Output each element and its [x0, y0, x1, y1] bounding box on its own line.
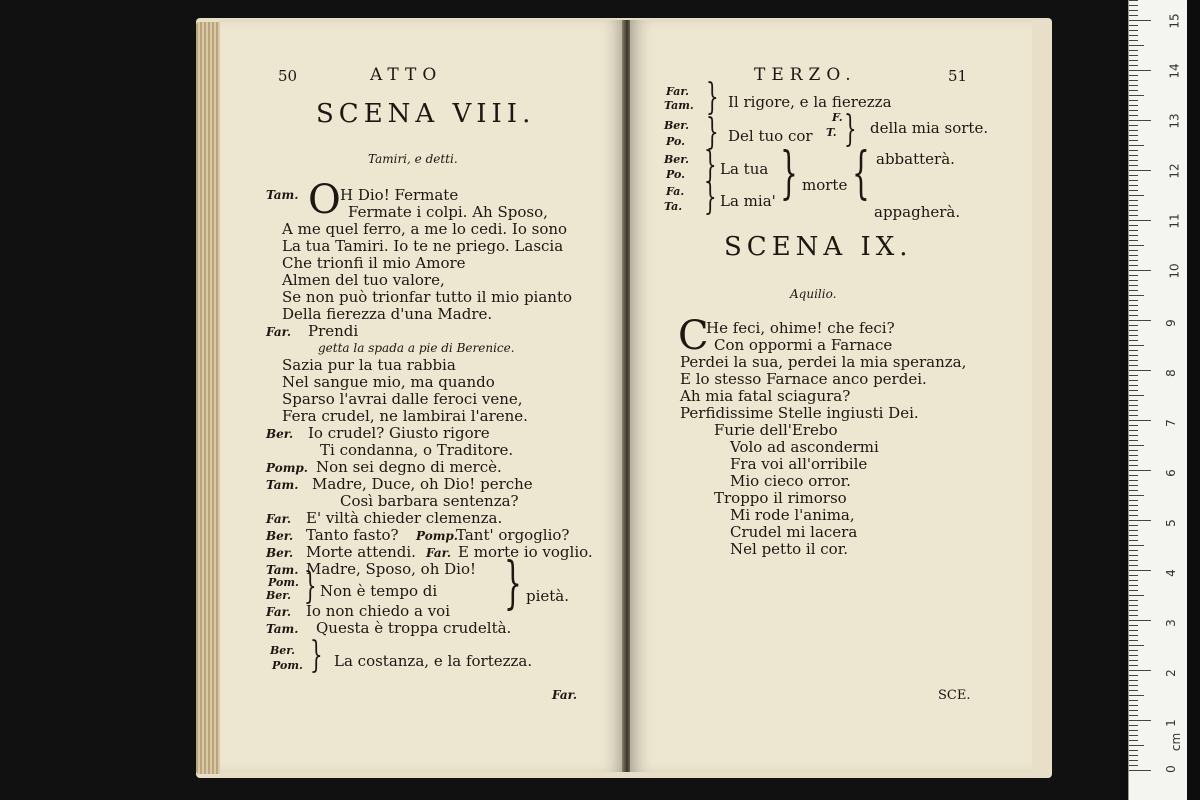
ruler-tick — [1129, 405, 1138, 406]
ruler-tick — [1129, 415, 1138, 416]
verse-line: Così barbara sentenza? — [340, 492, 519, 510]
ruler-tick — [1129, 695, 1144, 696]
ruler-number: 6 — [1163, 469, 1178, 477]
verse-line: Ti condanna, o Traditore. — [320, 441, 514, 459]
left-stage-direction: Tamiri, e detti. — [368, 152, 458, 166]
ruler-tick — [1129, 580, 1138, 581]
ruler-tick — [1129, 275, 1138, 276]
verse-line: Non sei degno di mercè. — [316, 458, 502, 476]
speaker-label: Tam. — [266, 188, 299, 202]
ruler-tick — [1129, 75, 1138, 76]
right-scene-title: SCENA IX. — [724, 232, 913, 262]
ruler-tick — [1129, 10, 1138, 11]
verse-line: Crudel mi lacera — [730, 523, 858, 541]
verse-line: Mio cieco orror. — [730, 472, 851, 490]
ruler-tick — [1129, 140, 1138, 141]
brace: } — [844, 109, 857, 150]
verse-line: A me quel ferro, a me lo cedi. Io sono — [282, 220, 568, 238]
ruler-number: 5 — [1163, 519, 1178, 527]
ruler-tick — [1129, 240, 1138, 241]
ruler-tick — [1129, 270, 1151, 271]
ruler-tick — [1129, 65, 1138, 66]
ruler-tick — [1129, 385, 1138, 386]
ruler-tick — [1129, 295, 1144, 296]
verse-line: Fra voi all'orribile — [730, 455, 868, 473]
ruler-tick — [1129, 70, 1151, 71]
drop-cap: C — [678, 313, 709, 359]
speaker-label: Far. — [266, 325, 292, 339]
ruler-tick — [1129, 410, 1138, 411]
ruler-tick — [1129, 545, 1144, 546]
ruler-tick — [1129, 120, 1151, 121]
verse-line: Io crudel? Giusto rigore — [308, 424, 490, 442]
verse-line: Che trionfi il mio Amore — [282, 254, 466, 272]
speaker-label: Ber. — [664, 153, 689, 166]
ruler-number: 7 — [1163, 419, 1178, 427]
brace: } — [504, 551, 522, 616]
verse-line: Io non chiedo a voi — [306, 602, 450, 620]
verse-line: Volo ad ascondermi — [730, 438, 879, 456]
ruler-tick — [1129, 175, 1138, 176]
left-running-head: ATTO — [370, 65, 443, 85]
speaker-label: Pom. — [268, 576, 299, 589]
left-scene-title: SCENA VIII. — [316, 99, 536, 129]
speaker-label: Far. — [426, 546, 452, 560]
brace: { — [852, 141, 870, 206]
ruler-tick — [1129, 650, 1138, 651]
ruler-tick — [1129, 115, 1138, 116]
ruler-tick — [1129, 595, 1144, 596]
ruler-tick — [1129, 475, 1138, 476]
ruler-tick — [1129, 645, 1144, 646]
ruler-tick — [1129, 525, 1138, 526]
ruler-tick — [1129, 15, 1138, 16]
verse-line: Almen del tuo valore, — [282, 271, 445, 289]
verse-line: Morte attendi. — [306, 543, 416, 561]
brace: } — [780, 141, 798, 206]
ruler-tick — [1129, 465, 1138, 466]
ruler-tick — [1129, 520, 1151, 521]
ruler-tick — [1129, 725, 1138, 726]
ruler-tick — [1129, 610, 1138, 611]
verse-line: morte — [802, 176, 848, 194]
ruler-tick — [1129, 50, 1138, 51]
ruler-tick — [1129, 110, 1138, 111]
ruler-tick — [1129, 80, 1138, 81]
ruler-tick — [1129, 445, 1144, 446]
ruler-tick — [1129, 285, 1138, 286]
ruler-tick — [1129, 600, 1138, 601]
ruler-tick — [1129, 765, 1138, 766]
ruler-tick — [1129, 635, 1138, 636]
right-running-head: TERZO. — [754, 65, 857, 85]
ruler-tick — [1129, 585, 1138, 586]
ruler-number: cm — [1169, 732, 1184, 752]
speaker-label: Ber. — [270, 644, 295, 657]
measuring-ruler — [1128, 0, 1187, 800]
speaker-label: Tam. — [266, 563, 299, 577]
verse-line: Non è tempo di — [320, 582, 438, 600]
verse-line: Ah mia fatal sciagura? — [680, 387, 851, 405]
ruler-tick — [1129, 325, 1138, 326]
speaker-label: Pom. — [272, 659, 303, 672]
catchword: SCE. — [938, 688, 971, 703]
verse-line: Sazia pur la tua rabbia — [282, 356, 456, 374]
ruler-tick — [1129, 620, 1151, 621]
verse-line: Del tuo cor — [728, 127, 813, 145]
ruler-tick — [1129, 335, 1138, 336]
ruler-tick — [1129, 420, 1151, 421]
ruler-tick — [1129, 300, 1138, 301]
ruler-tick — [1129, 225, 1138, 226]
verse-line: Della fierezza d'una Madre. — [282, 305, 493, 323]
speaker-label: Ta. — [664, 200, 683, 213]
ruler-number: 14 — [1167, 63, 1182, 79]
ruler-tick — [1129, 485, 1138, 486]
speaker-label: Tam. — [266, 478, 299, 492]
catchword: Far. — [552, 688, 578, 702]
brace: } — [304, 566, 317, 607]
ruler-tick — [1129, 145, 1144, 146]
ruler-tick — [1129, 640, 1138, 641]
ruler-number: 0 — [1163, 765, 1178, 773]
ruler-number: 8 — [1163, 369, 1178, 377]
ruler-tick — [1129, 90, 1138, 91]
verse-line: Se non può trionfar tutto il mio pianto — [282, 288, 573, 306]
ruler-tick — [1129, 355, 1138, 356]
page-edges — [196, 22, 220, 774]
ruler-number: 9 — [1163, 319, 1178, 327]
left-page-number: 50 — [278, 67, 298, 85]
speaker-label: Far. — [266, 605, 292, 619]
ruler-tick — [1129, 370, 1151, 371]
right-stage-direction: Aquilio. — [790, 287, 837, 301]
ruler-tick — [1129, 375, 1138, 376]
ruler-tick — [1129, 390, 1138, 391]
stage-direction: getta la spada a pie di Berenice. — [318, 341, 515, 355]
ruler-tick — [1129, 735, 1138, 736]
ruler-tick — [1129, 495, 1144, 496]
ruler-tick — [1129, 460, 1138, 461]
ruler-tick — [1129, 205, 1138, 206]
speaker-label: Tam. — [664, 99, 694, 112]
ruler-number: 15 — [1167, 13, 1182, 29]
ruler-tick — [1129, 510, 1138, 511]
ruler-tick — [1129, 245, 1144, 246]
ruler-tick — [1129, 85, 1138, 86]
ruler-tick — [1129, 150, 1138, 151]
verse-line: He feci, ohime! che feci? — [706, 319, 895, 337]
verse-line: La costanza, e la fortezza. — [334, 652, 533, 670]
brace: } — [706, 112, 719, 153]
verse-line: Madre, Duce, oh Dio! perche — [312, 475, 533, 493]
verse-line: Mi rode l'anima, — [730, 506, 855, 524]
verse-line: La tua — [720, 160, 769, 178]
ruler-tick — [1129, 195, 1144, 196]
ruler-tick — [1129, 365, 1138, 366]
ruler-tick — [1129, 45, 1144, 46]
ruler-tick — [1129, 260, 1138, 261]
ruler-tick — [1129, 530, 1138, 531]
speaker-label: Far. — [266, 512, 292, 526]
ruler-tick — [1129, 165, 1138, 166]
ruler-tick — [1129, 320, 1151, 321]
ruler-tick — [1129, 670, 1151, 671]
ruler-tick — [1129, 560, 1138, 561]
brace: } — [706, 77, 719, 118]
ruler-tick — [1129, 425, 1138, 426]
verse-line: Prendi — [308, 322, 359, 340]
ruler-number: 2 — [1163, 669, 1178, 677]
ruler-tick — [1129, 100, 1138, 101]
ruler-tick — [1129, 590, 1138, 591]
ruler-tick — [1129, 500, 1138, 501]
verse-line: Questa è troppa crudeltà. — [316, 619, 512, 637]
ruler-number: 13 — [1167, 113, 1182, 129]
verse-line: Nel petto il cor. — [730, 540, 848, 558]
ruler-tick — [1129, 340, 1138, 341]
ruler-number: 11 — [1167, 213, 1182, 229]
speaker-label: T. — [826, 126, 837, 139]
ruler-tick — [1129, 505, 1138, 506]
ruler-tick — [1129, 130, 1138, 131]
ruler-tick — [1129, 60, 1138, 61]
verse-line: H Dio! Fermate — [340, 186, 459, 204]
ruler-tick — [1129, 730, 1138, 731]
verse-line: della mia sorte. — [870, 119, 989, 137]
speaker-label: Po. — [666, 135, 685, 148]
verse-line: Troppo il rimorso — [714, 489, 847, 507]
ruler-tick — [1129, 710, 1138, 711]
speaker-label: F. — [832, 111, 843, 124]
speaker-label: Fa. — [666, 185, 685, 198]
ruler-tick — [1129, 625, 1138, 626]
speaker-label: Ber. — [266, 427, 294, 441]
ruler-tick — [1129, 550, 1138, 551]
ruler-tick — [1129, 235, 1138, 236]
ruler-tick — [1129, 290, 1138, 291]
verse-line: Fera crudel, ne lambirai l'arene. — [282, 407, 528, 425]
ruler-tick — [1129, 680, 1138, 681]
verse-line: Sparso l'avrai dalle feroci vene, — [282, 390, 523, 408]
ruler-tick — [1129, 305, 1138, 306]
ruler-tick — [1129, 720, 1151, 721]
ruler-tick — [1129, 430, 1138, 431]
ruler-tick — [1129, 170, 1151, 171]
ruler-tick — [1129, 750, 1138, 751]
ruler-tick — [1129, 255, 1138, 256]
verse-line: Nel sangue mio, ma quando — [282, 373, 495, 391]
ruler-tick — [1129, 455, 1138, 456]
ruler-tick — [1129, 575, 1138, 576]
ruler-tick — [1129, 350, 1138, 351]
ruler-number: 4 — [1163, 569, 1178, 577]
ruler-tick — [1129, 555, 1138, 556]
ruler-tick — [1129, 330, 1138, 331]
ruler-tick — [1129, 700, 1138, 701]
ruler-tick — [1129, 190, 1138, 191]
ruler-number: 3 — [1163, 619, 1178, 627]
ruler-tick — [1129, 180, 1138, 181]
ruler-tick — [1129, 220, 1151, 221]
drop-cap: O — [308, 177, 341, 223]
ruler-tick — [1129, 470, 1151, 471]
ruler-tick — [1129, 55, 1138, 56]
ruler-tick — [1129, 185, 1138, 186]
ruler-tick — [1129, 565, 1138, 566]
verse-line: E lo stesso Farnace anco perdei. — [680, 370, 927, 388]
ruler-number: 10 — [1167, 263, 1182, 279]
speaker-label: Po. — [666, 168, 685, 181]
ruler-tick — [1129, 675, 1138, 676]
verse-line: Madre, Sposo, oh Dio! — [306, 560, 477, 578]
ruler-tick — [1129, 230, 1138, 231]
ruler-tick — [1129, 125, 1138, 126]
speaker-label: Ber. — [266, 546, 294, 560]
ruler-tick — [1129, 5, 1138, 6]
ruler-tick — [1129, 35, 1138, 36]
verse-line: Fermate i colpi. Ah Sposo, — [348, 203, 548, 221]
ruler-tick — [1129, 0, 1138, 1]
ruler-tick — [1129, 395, 1144, 396]
verse-line: Tanto fasto? — [306, 526, 399, 544]
verse-line: Furie dell'Erebo — [714, 421, 838, 439]
ruler-number: 12 — [1167, 163, 1182, 179]
speaker-label: Ber. — [664, 119, 689, 132]
speaker-label: Far. — [666, 85, 689, 98]
ruler-tick — [1129, 315, 1138, 316]
ruler-tick — [1129, 155, 1138, 156]
ruler-tick — [1129, 160, 1138, 161]
speaker-label: Ber. — [266, 589, 291, 602]
ruler-number: 1 — [1163, 719, 1178, 727]
ruler-tick — [1129, 755, 1138, 756]
ruler-tick — [1129, 435, 1138, 436]
verse-line: Il rigore, e la fierezza — [728, 93, 892, 111]
ruler-tick — [1129, 265, 1138, 266]
verse-line: Tant' orgoglio? — [456, 526, 570, 544]
ruler-tick — [1129, 690, 1138, 691]
ruler-tick — [1129, 770, 1151, 771]
ruler-tick — [1129, 630, 1138, 631]
verse-line: appagherà. — [874, 203, 961, 221]
ruler-tick — [1129, 20, 1151, 21]
right-page — [630, 20, 1032, 772]
ruler-tick — [1129, 655, 1138, 656]
verse-line: Perfidissime Stelle ingiusti Dei. — [680, 404, 919, 422]
speaker-label: Pomp. — [266, 461, 308, 475]
ruler-tick — [1129, 105, 1138, 106]
ruler-tick — [1129, 345, 1144, 346]
ruler-tick — [1129, 665, 1138, 666]
ruler-tick — [1129, 760, 1138, 761]
ruler-tick — [1129, 615, 1138, 616]
speaker-label: Tam. — [266, 622, 299, 636]
ruler-tick — [1129, 540, 1138, 541]
verse-line: abbatterà. — [876, 150, 955, 168]
verse-line: pietà. — [526, 587, 570, 605]
ruler-tick — [1129, 30, 1138, 31]
ruler-tick — [1129, 400, 1138, 401]
ruler-tick — [1129, 215, 1138, 216]
ruler-tick — [1129, 605, 1138, 606]
ruler-tick — [1129, 685, 1138, 686]
left-page — [220, 20, 624, 772]
verse-line: Perdei la sua, perdei la mia speranza, — [680, 353, 967, 371]
ruler-tick — [1129, 360, 1138, 361]
ruler-tick — [1129, 440, 1138, 441]
brace: } — [704, 145, 717, 186]
brace: } — [704, 177, 717, 218]
ruler-tick — [1129, 490, 1138, 491]
ruler-tick — [1129, 715, 1138, 716]
ruler-tick — [1129, 570, 1151, 571]
ruler-tick — [1129, 280, 1138, 281]
verse-line: La mia' — [720, 192, 776, 210]
ruler-tick — [1129, 450, 1138, 451]
brace: } — [310, 635, 323, 676]
ruler-tick — [1129, 740, 1138, 741]
verse-line: La tua Tamiri. Io te ne priego. Lascia — [282, 237, 564, 255]
ruler-tick — [1129, 660, 1138, 661]
ruler-tick — [1129, 515, 1138, 516]
ruler-tick — [1129, 705, 1138, 706]
ruler-tick — [1129, 380, 1138, 381]
ruler-tick — [1129, 210, 1138, 211]
ruler-tick — [1129, 40, 1138, 41]
speaker-label: Ber. — [266, 529, 294, 543]
ruler-tick — [1129, 745, 1144, 746]
verse-line: E morte io voglio. — [458, 543, 593, 561]
ruler-tick — [1129, 535, 1138, 536]
right-page-number: 51 — [948, 67, 968, 85]
ruler-tick — [1129, 480, 1138, 481]
ruler-tick — [1129, 200, 1138, 201]
verse-line: Con oppormi a Farnace — [714, 336, 893, 354]
ruler-tick — [1129, 310, 1138, 311]
verse-line: E' viltà chieder clemenza. — [306, 509, 503, 527]
ruler-tick — [1129, 135, 1138, 136]
ruler-tick — [1129, 25, 1138, 26]
ruler-tick — [1129, 250, 1138, 251]
speaker-label: Pomp. — [416, 529, 458, 543]
ruler-tick — [1129, 95, 1144, 96]
